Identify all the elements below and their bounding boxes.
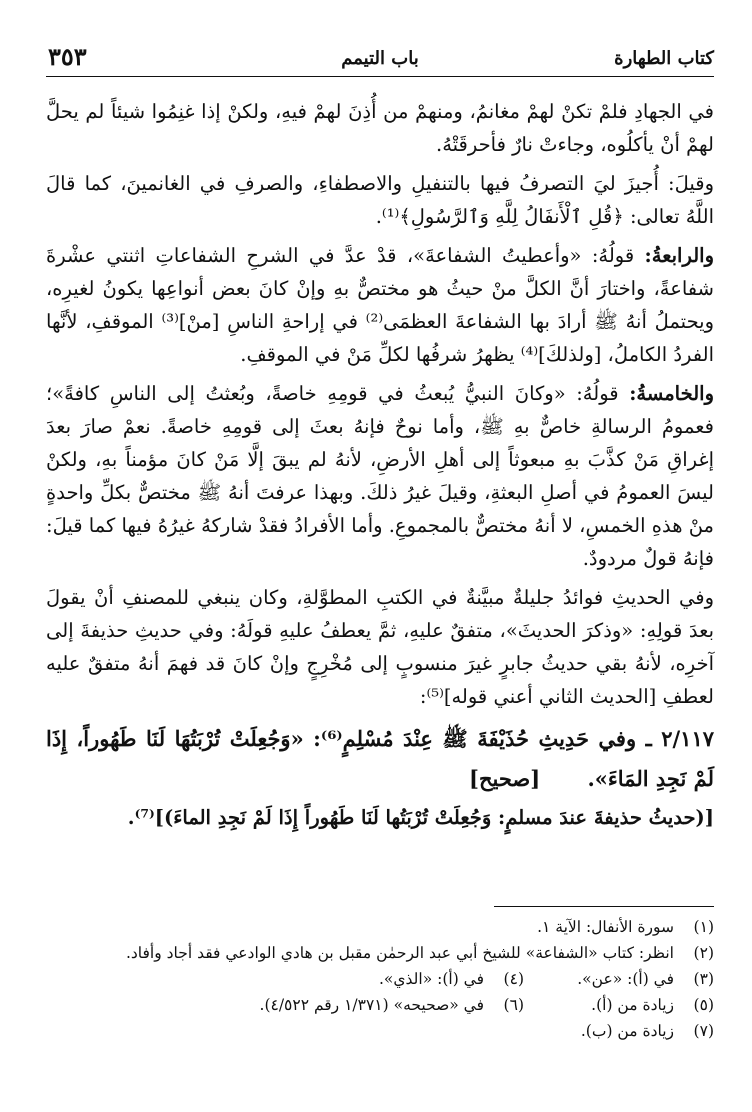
- paragraph: وفي الحديثِ فوائدُ جليلةٌ مبيَّنةٌ في الكتبِ المطوَّلةِ، وكان ينبغي للمصنفِ أنْ يقولَ بعدَ قولِهِ: «وذكرَ الحديثَ»، متفقٌ عليهِ، ثمَّ يعطفُ عليهِ قولَهُ: وفي حديثِ حذيفةَ إلى آخرِه، لأنهُ بقي حديثُ جابرٍ غيرَ منسوبٍ إلى مُخْرِجٍ وإنْ كانَ قد فهمَ أنهُ متفقٌ عليه لعطفِ [الحديث الثاني أعني قوله]⁽⁵⁾:: [46, 586, 714, 708]
- paragraph: [46, 239, 714, 371]
- main-text: [46, 95, 714, 835]
- hadith-block: [46, 719, 714, 799]
- book-title: كتاب الطهارة: [614, 48, 714, 69]
- paragraph: في الجهادِ فلمْ تكنْ لهمْ مغانمُ، ومنهمْ من أُذِنَ لهمْ فيهِ، ولكنْ إذا غنِمُوا شيئاً لم يحلَّ لهمْ أنْ يأكلُوه، وجاءتْ نارٌ فأحرقَتْهُ.: [46, 100, 714, 156]
- footnote: [524, 966, 714, 992]
- book-page: [46, 36, 714, 1096]
- footnote-text: سورة الأنفال: الآية ١.: [537, 918, 674, 936]
- footnote-text: انظر: كتاب «الشفاعة» للشيخ أبي عبد الرحمٰن مقبل بن هادي الوادعي فقد أجاد وأفاد.: [125, 944, 674, 962]
- page-number: ٣٥٣: [48, 42, 87, 71]
- footnote-marker: (١): [693, 918, 714, 936]
- paragraph-body: قولُهُ: «وأعطيتُ الشفاعةَ»، قدْ عدَّ في الشرحِ الشفاعاتِ اثنتي عشْرةَ شفاعةً، واختارَ أنَّ الكلَّ منْ حيثُ هو مختصٌّ بهِ وإنْ كانَ بعض أنواعِها يكونُ لغيرِه، ويحتملُ أنهُ ﷺ أرادَ بها الشفاعةَ العظمَى⁽²⁾ في إراحةِ الناسِ [منْ]⁽³⁾ الموقفِ، لأنَّها الفردُ الكاملُ، [ولذلكَ]⁽⁴⁾ يظهرُ شرفُها لكلِّ مَنْ في الموقفِ.: [46, 244, 715, 366]
- footnote-text: في (أ): «عن».: [577, 970, 674, 988]
- section-lead: والخامسةُ:: [629, 382, 714, 405]
- paragraph-body: قولُهُ: «وكانَ النبيُّ يُبعثُ في قومِهِ خاصةً، وبُعثتُ إلى الناسِ كافةً»؛ فعمومُ الرسالةِ خاصٌّ بهِ ﷺ، وأما نوحٌ فإنهُ بعثَ إلى قومِهِ خاصةً. نعمْ صارَ بعدَ إغراقِ مَنْ كذَّبَ بهِ مبعوثاً إلى أهلِ الأرضِ، لأنهُ لم يبقَ إلَّا مَنْ كانَ مؤمناً بهِ، ولكنْ ليسَ العمومُ في أصلِ البعثةِ، وقيلَ غيرُ ذلكَ. وبهذا عرفتَ أنهُ ﷺ مختصٌّ بكلِّ واحدةٍ منْ هذهِ الخمسِ، لا أنهُ مختصٌّ بالمجموعِ. وأما الأفرادُ فقدْ شاركهُ غيرُهُ فيها كما قيلَ: فإنهُ قولٌ مردودٌ.: [46, 382, 714, 570]
- footnote: [46, 914, 714, 940]
- hadith-grade: [صحيح]: [469, 766, 541, 791]
- footnote-text: زيادة من (ب).: [580, 1022, 674, 1040]
- footnote-marker: (٢): [693, 944, 714, 962]
- footnote-marker: (٦): [503, 996, 524, 1014]
- footnote-marker: (٥): [693, 996, 714, 1014]
- page-header: [46, 36, 714, 77]
- footnote-text: في «صحيحه» (١/٣٧١ رقم ٤/٥٢٢).: [259, 996, 484, 1014]
- hadith-note: [(حديثُ حذيفةَ عندَ مسلمٍ: وَجُعِلَتْ تُرْبَتُها لَنَا طَهُوراً إِذَا لَمْ نَجِدِ الماءَ)]⁽⁷⁾.: [127, 806, 714, 829]
- section-lead: والرابعةُ:: [644, 244, 714, 267]
- footnote-marker: (٧): [693, 1022, 714, 1040]
- footnote-marker: (٤): [503, 970, 524, 988]
- hadith-text: ٢/١١٧ ـ وفي حَدِيثِ حُذَيْفَةَ ﷺ عِنْدَ مُسْلِمٍ⁽⁶⁾: «وَجُعِلَتْ تُرْبَتُهَا لَنَا طَهُوراً، إِذَا لَمْ نَجِدِ المَاءَ».: [46, 726, 715, 791]
- footnote-text: زيادة من (أ).: [591, 996, 674, 1014]
- paragraph: وقيلَ: أُجيزَ ليَ التصرفُ فيها بالتنفيلِ والاصطفاءِ، والصرفِ في الغانمينَ، كما قالَ اللَّهُ تعالى: ﴿قُلِ ٱلْأَنفَالُ لِلَّهِ وَٱلرَّسُولِ﴾⁽¹⁾.: [46, 172, 714, 228]
- footnote-text: في (أ): «الذي».: [379, 970, 484, 988]
- footnote-row: [46, 992, 714, 1018]
- footnote: [46, 1018, 714, 1044]
- footnote: [46, 940, 714, 966]
- footnote-marker: (٣): [693, 970, 714, 988]
- paragraph: [46, 377, 714, 575]
- footnote: [379, 966, 524, 992]
- footnote-separator: [494, 906, 714, 907]
- footnote-row: [46, 966, 714, 992]
- footnote: [260, 992, 524, 1018]
- chapter-title: باب التيمم: [341, 48, 419, 69]
- footnotes: [46, 914, 714, 1044]
- footnote: [524, 992, 714, 1018]
